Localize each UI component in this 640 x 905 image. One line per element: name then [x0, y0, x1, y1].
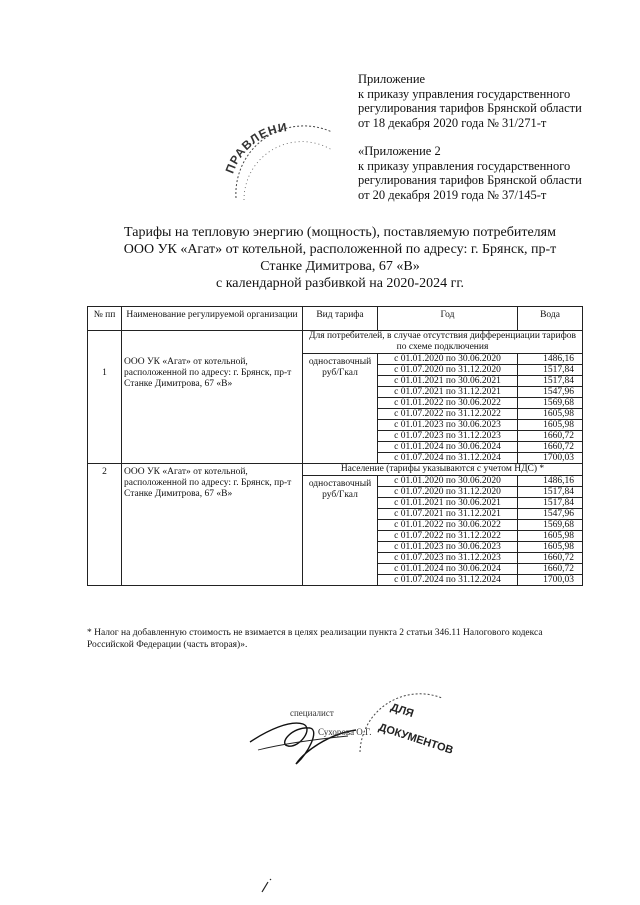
tariff-value: 1517,84 — [518, 376, 583, 387]
pen-mark — [258, 876, 278, 896]
title-line: Тарифы на тепловую энергию (мощность), поставляемую потребителям — [124, 225, 556, 240]
header-type: Вид тарифа — [303, 307, 378, 331]
tariff-type: одноставочный руб/Гкал — [303, 476, 378, 586]
period-cell: с 01.07.2023 по 31.12.2023 — [378, 553, 518, 564]
tariff-value: 1660,72 — [518, 553, 583, 564]
header-line: от 18 декабря 2020 года № 31/271-т — [358, 115, 547, 130]
tariff-value: 1605,98 — [518, 542, 583, 553]
header-line: регулирования тарифов Брянской области — [358, 173, 582, 187]
tariff-type: одноставочный руб/Гкал — [303, 354, 378, 464]
tariff-value: 1660,72 — [518, 564, 583, 575]
section-label: Население (тарифы указываются с учетом НДС) * — [303, 464, 583, 476]
stamp-text: ПРАВЛЕНИ — [222, 120, 289, 176]
period-cell: с 01.01.2024 по 30.06.2024 — [378, 564, 518, 575]
period-cell: с 01.07.2020 по 31.12.2020 — [378, 487, 518, 498]
period-cell: с 01.07.2022 по 31.12.2022 — [378, 531, 518, 542]
header-line: Приложение — [358, 72, 426, 86]
period-cell: с 01.01.2022 по 30.06.2022 — [378, 520, 518, 531]
tariff-value: 1569,68 — [518, 398, 583, 409]
tariff-value: 1605,98 — [518, 409, 583, 420]
organization-name: ООО УК «Агат» от котельной, расположенной по адресу: г. Брянск, пр-т Станке Димитрова, 67 «В» — [122, 354, 303, 464]
tariff-value: 1660,72 — [518, 442, 583, 453]
appendix-header — [358, 72, 582, 202]
tariff-value: 1547,96 — [518, 509, 583, 520]
tariff-value: 1517,84 — [518, 365, 583, 376]
header-year: Год — [378, 307, 518, 331]
title-line: ООО УК «Агат» от котельной, расположенной по адресу: г. Брянск, пр-т — [123, 242, 557, 257]
period-cell: с 01.07.2021 по 31.12.2021 — [378, 387, 518, 398]
header-line: к приказу управления государственного — [358, 158, 571, 173]
tariff-value: 1486,16 — [518, 354, 583, 365]
table-row — [88, 354, 583, 365]
header-line: к приказу управления государственного — [358, 86, 571, 101]
row-number: 2 — [88, 464, 122, 586]
period-cell: с 01.01.2023 по 30.06.2023 — [378, 420, 518, 431]
period-cell: с 01.01.2022 по 30.06.2022 — [378, 398, 518, 409]
tariff-value: 1486,16 — [518, 476, 583, 487]
period-cell: с 01.01.2021 по 30.06.2021 — [378, 376, 518, 387]
title-line: с календарной разбивкой на 2020-2024 гг. — [216, 276, 464, 291]
section-row — [88, 331, 583, 354]
row-number: 1 — [88, 354, 122, 464]
period-cell: с 01.07.2024 по 31.12.2024 — [378, 453, 518, 464]
period-cell: с 01.07.2024 по 31.12.2024 — [378, 575, 518, 586]
tariff-value: 1605,98 — [518, 420, 583, 431]
header-org: Наименование регулируемой организации — [122, 307, 303, 331]
official-stamp-top — [222, 120, 332, 200]
period-cell: с 01.01.2023 по 30.06.2023 — [378, 542, 518, 553]
signature-name: Сухорова О.Г. — [318, 727, 372, 737]
section-label: Для потребителей, в случае отсутствия дифференциации тарифов по схеме подключения — [303, 331, 583, 354]
header-num: № пп — [88, 307, 122, 331]
tariff-value: 1517,84 — [518, 487, 583, 498]
signature-role: специалист — [290, 708, 334, 718]
tariff-value: 1547,96 — [518, 387, 583, 398]
stamp-text: ДЛЯ — [389, 701, 416, 721]
header-line: регулирования тарифов Брянской области — [358, 101, 582, 115]
section-row — [88, 464, 583, 476]
organization-name: ООО УК «Агат» от котельной, расположенной по адресу: г. Брянск, пр-т Станке Димитрова, 67 «В» — [122, 464, 303, 586]
tariff-value: 1700,03 — [518, 453, 583, 464]
tariff-value: 1569,68 — [518, 520, 583, 531]
svg-text:ПРАВЛЕНИ — [223, 120, 289, 175]
tariff-value: 1517,84 — [518, 498, 583, 509]
period-cell: с 01.01.2020 по 30.06.2020 — [378, 354, 518, 365]
header-line: «Приложение 2 — [358, 144, 441, 158]
tariff-value: 1605,98 — [518, 531, 583, 542]
stamp-text: ДОКУМЕНТОВ — [377, 721, 455, 757]
period-cell: с 01.07.2020 по 31.12.2020 — [378, 365, 518, 376]
tariff-value: 1700,03 — [518, 575, 583, 586]
period-cell: с 01.07.2022 по 31.12.2022 — [378, 409, 518, 420]
document-title — [80, 224, 600, 292]
header-line: от 20 декабря 2019 года № 37/145-т — [358, 187, 547, 202]
title-line: Станке Димитрова, 67 «В» — [260, 259, 420, 274]
tariff-value: 1660,72 — [518, 431, 583, 442]
official-stamp-bottom — [356, 694, 455, 757]
footnote: * Налог на добавленную стоимость не взимается в целях реализации пункта 2 статьи 346.11 Налогового кодекса Российской Федерации (часть вторая)». — [87, 628, 543, 650]
period-cell: с 01.07.2021 по 31.12.2021 — [378, 509, 518, 520]
table-header-row — [88, 307, 583, 331]
period-cell: с 01.01.2024 по 30.06.2024 — [378, 442, 518, 453]
header-water: Вода — [518, 307, 583, 331]
period-cell: с 01.07.2023 по 31.12.2023 — [378, 431, 518, 442]
tariff-table — [87, 306, 583, 586]
period-cell: с 01.01.2020 по 30.06.2020 — [378, 476, 518, 487]
period-cell: с 01.01.2021 по 30.06.2021 — [378, 498, 518, 509]
